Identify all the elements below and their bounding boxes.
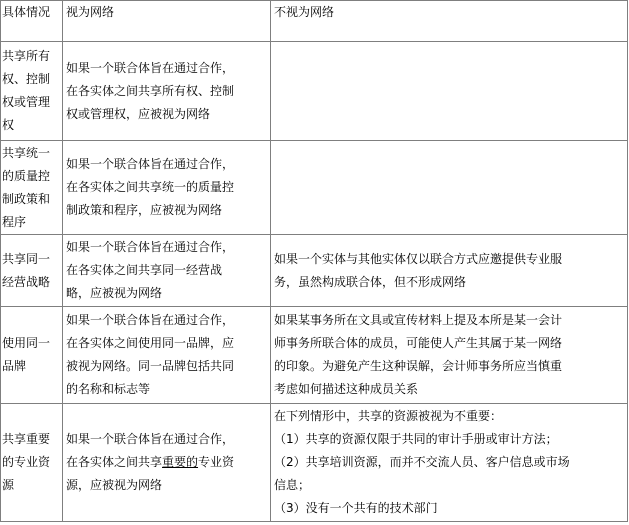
not-network-cell (271, 404, 628, 522)
is-network-cell (63, 404, 271, 522)
cell-line: 权、控制 (2, 72, 51, 86)
cell-line: 如果一个联合体旨在通过合作， (66, 157, 235, 171)
situation-cell (1, 307, 63, 404)
situation-cell (1, 141, 63, 235)
is-network-cell (63, 141, 271, 235)
table-row (1, 141, 628, 235)
cell-line: 的名称和标志等 (66, 382, 151, 396)
cell-line: 权 (2, 118, 15, 132)
not-network-cell (271, 235, 628, 307)
cell-line: 如果一个联合体旨在通过合作， (66, 432, 235, 446)
cell-line: 共享所有 (2, 49, 51, 63)
is-network-cell (63, 307, 271, 404)
cell-line: （1）共享的资源仅限于共同的审计手册或审计方法； (274, 432, 558, 446)
is-network-cell (63, 235, 271, 307)
not-network-cell (271, 307, 628, 404)
not-network-cell (271, 141, 628, 235)
cell-line: 使用同一 (2, 336, 51, 350)
situation-cell (1, 235, 63, 307)
cell-line: 师事务所联合体的成员，可能使人产生其属于某一网络 (274, 336, 563, 350)
cell-line: 程序 (2, 214, 27, 229)
cell-line: 在各实体之间共享所有权、控制 (66, 83, 235, 98)
cell-line: 的质量控 (2, 168, 51, 183)
cell-line: 务，虽然构成联合体，但不形成网络 (274, 274, 467, 289)
cell-line: 被视为网络。同一品牌包括共同 (66, 359, 235, 373)
header-not-network: 不视为网络 (271, 1, 628, 42)
table-row (1, 42, 628, 141)
cell-line: 在下列情形中，共享的资源被视为不重要： (274, 409, 503, 423)
cell-line: （3）没有一个共有的技术部门 (274, 501, 438, 515)
header-situation: 具体情况 (1, 1, 63, 42)
table-row (1, 235, 628, 307)
cell-line: 制政策和程序，应被视为网络 (66, 203, 223, 217)
cell-line: 共享统一 (2, 145, 51, 160)
cell-line: 的印象。为避免产生这种误解，会计师事务所应当慎重 (274, 359, 563, 373)
cell-line: 如果一个联合体旨在通过合作， (66, 313, 235, 327)
is-network-cell (63, 42, 271, 141)
cell-text: 专业资 (198, 455, 235, 469)
cell-line: 如果某事务所在文具或宣传材料上提及本所是某一会计 (274, 313, 563, 327)
cell-line: 如果一个实体与其他实体仅以联合方式应邀提供专业服 (274, 251, 563, 266)
cell-line: 品牌 (2, 359, 27, 373)
cell-line: （2）共享培训资源，而并不交流人员、客户信息或市场 (274, 455, 570, 469)
cell-line: 权或管理 (2, 95, 51, 109)
cell-line: 略，应被视为网络 (66, 286, 163, 300)
cell-line: 在各实体之间使用同一品牌，应 (66, 336, 235, 350)
header-row (1, 1, 628, 42)
cell-line: 在各实体之间共享同一经营战 (66, 263, 223, 277)
cell-line: 考虑如何描述这种成员关系 (274, 382, 419, 396)
cell-line: 信息； (274, 478, 311, 492)
cell-line: 如果一个联合体旨在通过合作， (66, 60, 235, 75)
not-network-cell (271, 42, 628, 141)
situation-cell (1, 42, 63, 141)
cell-line (66, 451, 267, 474)
situation-cell (1, 404, 63, 522)
cell-line: 在各实体之间共享统一的质量控 (66, 180, 235, 194)
table-row (1, 307, 628, 404)
cell-line: 共享重要 (2, 432, 51, 446)
cell-line: 共享同一 (2, 251, 51, 266)
cell-line: 权或管理权，应被视为网络 (66, 106, 211, 121)
cell-line: 源 (2, 478, 15, 492)
table-row (1, 404, 628, 522)
cell-line: 经营战略 (2, 274, 51, 289)
cell-line: 制政策和 (2, 191, 51, 206)
underlined-text: 重要的 (162, 455, 199, 469)
header-is-network: 视为网络 (63, 1, 271, 42)
cell-line: 如果一个联合体旨在通过合作， (66, 240, 235, 254)
cell-line: 源，应被视为网络 (66, 478, 163, 492)
cell-text: 在各实体之间共享 (66, 455, 163, 469)
cell-line: 的专业资 (2, 455, 51, 469)
